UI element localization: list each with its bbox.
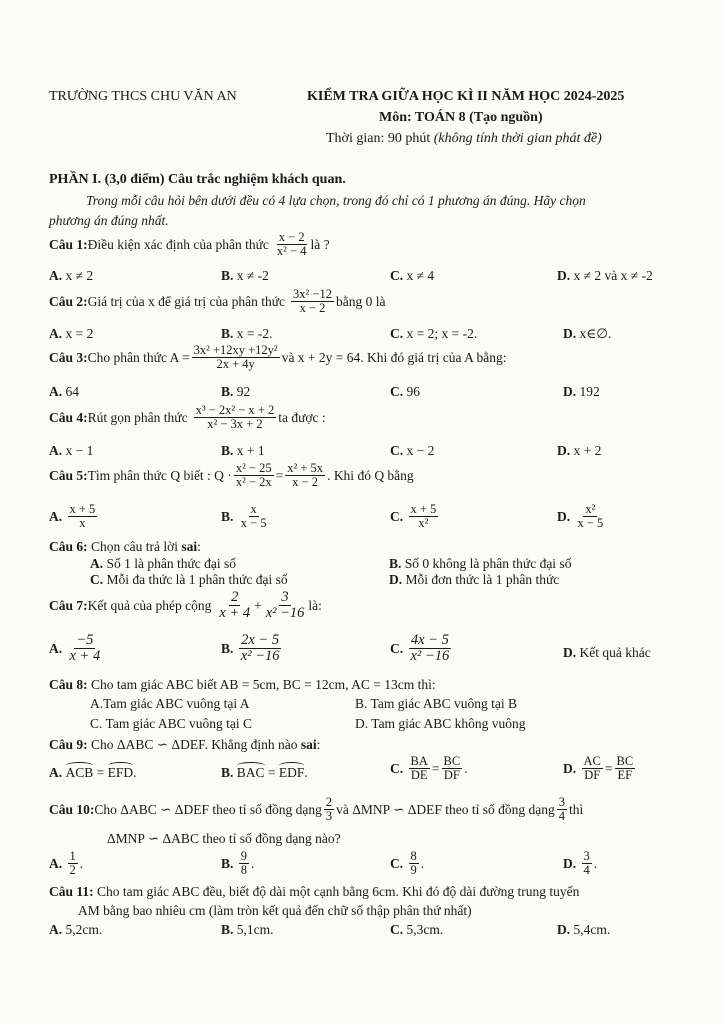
q9-option-d[interactable]: D. $\frac{AC}{DF}$ = $\frac{BC}{EF}$ [563, 754, 634, 783]
q2-option-d[interactable]: D. x∈∅. [563, 326, 612, 341]
q7-option-a[interactable]: A. $\frac{-5}{x + 4}$ [49, 632, 101, 665]
part1-instruction-2: phương án đúng nhất. [49, 213, 169, 228]
q10-ratio-1 [324, 796, 334, 823]
q9-text: Cho ΔABC ∽ ΔDEF. Khẳng định nào [87, 737, 301, 752]
q11-label: Câu 11: [49, 884, 94, 899]
frac-num: 3x² +12xy +12y² [193, 343, 278, 357]
q3-option-b[interactable]: B. 92 [221, 384, 251, 399]
q3-option-a[interactable]: A. 64 [49, 384, 79, 399]
q5-label: Câu 5: [49, 467, 88, 483]
q1-tail: là ? [310, 236, 330, 252]
frac-num: x³ − 2x² − x + 2 [195, 403, 275, 417]
q9-option-a[interactable]: A. ACB = EFD. [49, 765, 137, 780]
q7-text: Kết quả của phép cộng [87, 597, 212, 613]
q4-option-a[interactable]: A. x − 1 [49, 443, 94, 458]
question-5 [49, 462, 414, 489]
frac-num: 2 [231, 589, 239, 605]
q2-tail: bằng 0 là [335, 293, 386, 309]
q9-bold-word: sai [300, 737, 317, 752]
part1-instruction-1: Trong mỗi câu hỏi bên dưới đều có 4 lựa chọn, trong đó chỉ có 1 phương án đúng. Hãy chọn [86, 193, 586, 208]
q5-text: Tìm phân thức Q biết : Q · [87, 467, 232, 483]
q5-option-c[interactable]: C. $\frac{x + 5}{\text{x²}}$ [390, 502, 437, 531]
q7-option-b[interactable]: B. $\frac{2x - 5}{\text{x² −16}}$ [221, 632, 280, 665]
q5-option-b[interactable]: B. $\frac{x}{x - 5}$ [221, 502, 267, 531]
q5-option-d[interactable]: D. $\frac{\text{x²}}{x - 5}$ [557, 502, 604, 531]
q10-option-a[interactable]: A. $\frac{1}{2}$ . [49, 849, 84, 878]
q10-option-c[interactable]: C. $\frac{8}{9}$ . [390, 849, 425, 878]
q5-option-a[interactable]: A. $\frac{x + 5}{x}$ [49, 502, 96, 531]
q2-option-c[interactable]: C. x = 2; x = -2. [390, 326, 478, 341]
q5-tail: . Khi đó Q bằng [327, 467, 414, 483]
frac-den: x² −16 [265, 605, 305, 622]
q4-tail: ta được : [278, 409, 326, 425]
q1-option-a[interactable]: A. x ≠ 2 [49, 268, 94, 283]
question-9: Câu 9: Cho ΔABC ∽ ΔDEF. Khẳng định nào sai: [49, 737, 321, 752]
frac-den: x² − 3x + 2 [207, 417, 263, 432]
q3-option-c[interactable]: C. 96 [390, 384, 420, 399]
q10-text-2: và ΔMNP ∽ ΔDEF theo tỉ số đồng dạng [336, 801, 555, 817]
q3-fraction [192, 344, 280, 371]
q11-option-c[interactable]: C. 5,3cm. [390, 922, 444, 937]
question-7 [49, 590, 322, 621]
frac-den: x² − 4 [276, 244, 307, 259]
q3-option-d[interactable]: D. 192 [563, 384, 600, 399]
q5-fraction-1 [234, 462, 274, 489]
q6-option-b[interactable]: B. Số 0 không là phân thức đại số [389, 556, 572, 571]
q3-tail: và x + 2y = 64. Khi đó giá trị của A bằng: [281, 349, 507, 365]
frac-den: 4 [558, 809, 565, 824]
frac-num: x² − 25 [235, 461, 272, 475]
q2-option-b[interactable]: B. x = -2. [221, 326, 273, 341]
q10-text-1: Cho ΔABC ∽ ΔDEF theo tỉ số đồng dạng [94, 801, 322, 817]
q8-option-b[interactable]: B. Tam giác ABC vuông tại B [355, 696, 517, 711]
q4-option-d[interactable]: D. x + 2 [557, 443, 602, 458]
q7-fraction-2 [264, 590, 307, 621]
q2-option-a[interactable]: A. x = 2 [49, 326, 94, 341]
q6-text: Chọn câu trả lời [87, 539, 182, 554]
q4-option-c[interactable]: C. x − 2 [390, 443, 435, 458]
q7-tail: là: [308, 597, 322, 613]
frac-num: 3 [281, 589, 289, 605]
equals-sign: = [275, 467, 284, 483]
school-name: TRƯỜNG THCS CHU VĂN AN [49, 89, 237, 104]
q8-option-d[interactable]: D. Tam giác ABC không vuông [355, 716, 526, 731]
question-2 [49, 288, 385, 315]
frac-den: 3 [325, 809, 333, 824]
q2-label: Câu 2: [49, 293, 88, 309]
q5-fraction-2 [285, 462, 325, 489]
frac-den: 2x + 4y [216, 357, 255, 372]
q8-option-c[interactable]: C. Tam giác ABC vuông tại C [90, 716, 252, 731]
q2-text: Giá trị của x để giá trị của phân thức [87, 293, 286, 309]
q11-text: Cho tam giác ABC đều, biết độ dài một cạnh bằng 6cm. Khi đó độ dài đường trung tuyến [93, 884, 580, 899]
question-11 [49, 884, 579, 900]
exam-title: KIỂM TRA GIỮA HỌC KÌ II NĂM HỌC 2024-2025 [307, 89, 625, 104]
q6-option-a[interactable]: A. Số 1 là phân thức đại số [90, 556, 237, 571]
q1-option-b[interactable]: B. x ≠ -2 [221, 268, 269, 283]
q3-text: Cho phân thức A = [87, 349, 190, 365]
q1-option-c[interactable]: C. x ≠ 4 [390, 268, 435, 283]
q9-option-c[interactable]: C. $\frac{BA}{DE}$ = $\frac{BC}{DF}$ . [390, 754, 468, 783]
q4-label: Câu 4: [49, 409, 88, 425]
q10-option-d[interactable]: D. $\frac{3}{4}$ . [563, 849, 598, 878]
q4-option-b[interactable]: B. x + 1 [221, 443, 265, 458]
q6-option-d[interactable]: D. Mỗi đơn thức là 1 phân thức [389, 572, 560, 587]
exam-time [326, 131, 602, 147]
part1-title: PHẦN I. (3,0 điểm) Câu trắc nghiệm khách quan. [49, 172, 346, 187]
question-3 [49, 344, 507, 371]
q10-label: Câu 10: [49, 801, 95, 817]
frac-den: x − 2 [299, 301, 326, 316]
q4-text: Rút gọn phân thức [87, 409, 188, 425]
question-6: Câu 6: Chọn câu trả lời sai: [49, 539, 201, 554]
q1-fraction [275, 231, 309, 258]
q1-option-d[interactable]: D. x ≠ 2 và x ≠ -2 [557, 268, 653, 283]
q11-option-d[interactable]: D. 5,4cm. [557, 922, 611, 937]
q3-label: Câu 3: [49, 349, 88, 365]
q9-label: Câu 9: [49, 737, 88, 752]
q1-text: Điều kiện xác định của phân thức [87, 236, 269, 252]
time-note: (không tính thời gian phát đề) [433, 131, 602, 146]
q1-label: Câu 1: [49, 236, 88, 252]
q4-fraction [194, 404, 277, 431]
q8-label: Câu 8: [49, 677, 88, 692]
q10-ratio-2 [557, 796, 567, 823]
q7-option-c[interactable]: C. $\frac{4x - 5}{\text{x² −16}}$ [390, 632, 450, 665]
frac-num: 2 [325, 795, 333, 809]
frac-num: 3x² −12 [293, 287, 332, 301]
question-4 [49, 404, 326, 431]
frac-den: x − 2 [292, 475, 319, 490]
frac-num: 3 [558, 795, 565, 809]
frac-num: x − 2 [278, 230, 305, 244]
question-1 [49, 231, 330, 258]
exam-subject: Môn: TOÁN 8 (Tạo nguồn) [379, 110, 543, 125]
q6-label: Câu 6: [49, 539, 88, 554]
q6-option-c[interactable]: C. Mỗi đa thức là 1 phân thức đại số [90, 572, 288, 587]
frac-num: x² + 5x [287, 461, 324, 475]
q11-option-a[interactable]: A. 5,2cm. [49, 922, 103, 937]
plus-sign: + [254, 597, 262, 613]
q8-text: Cho tam giác ABC biết AB = 5cm, BC = 12cm, AC = 13cm thì: [87, 677, 436, 692]
q10-text-3: thì [569, 801, 584, 817]
q11-option-b[interactable]: B. 5,1cm. [221, 922, 274, 937]
q7-fraction-1 [217, 590, 252, 621]
time-prefix: Thời gian: 90 phút [326, 131, 434, 146]
q10-option-b[interactable]: B. $\frac{9}{8}$ . [221, 849, 255, 878]
q7-option-d[interactable]: D. Kết quả khác [563, 645, 651, 660]
q11-line-2: AM bằng bao nhiêu cm (làm tròn kết quả đến chữ số thập phân thứ nhất) [78, 903, 472, 918]
q7-label: Câu 7: [49, 597, 88, 613]
question-10 [49, 796, 583, 823]
q8-option-a[interactable]: A.Tam giác ABC vuông tại A [90, 696, 250, 711]
q6-bold-word: sai [181, 539, 198, 554]
q2-fraction [291, 288, 334, 315]
frac-den: x + 4 [219, 605, 251, 622]
q9-option-b[interactable]: B. BAC = EDF. [221, 765, 308, 780]
frac-den: x² − 2x [235, 475, 272, 490]
question-8 [49, 677, 436, 693]
q10-line-2: ΔMNP ∽ ΔABC theo tỉ số đồng dạng nào? [107, 831, 341, 846]
